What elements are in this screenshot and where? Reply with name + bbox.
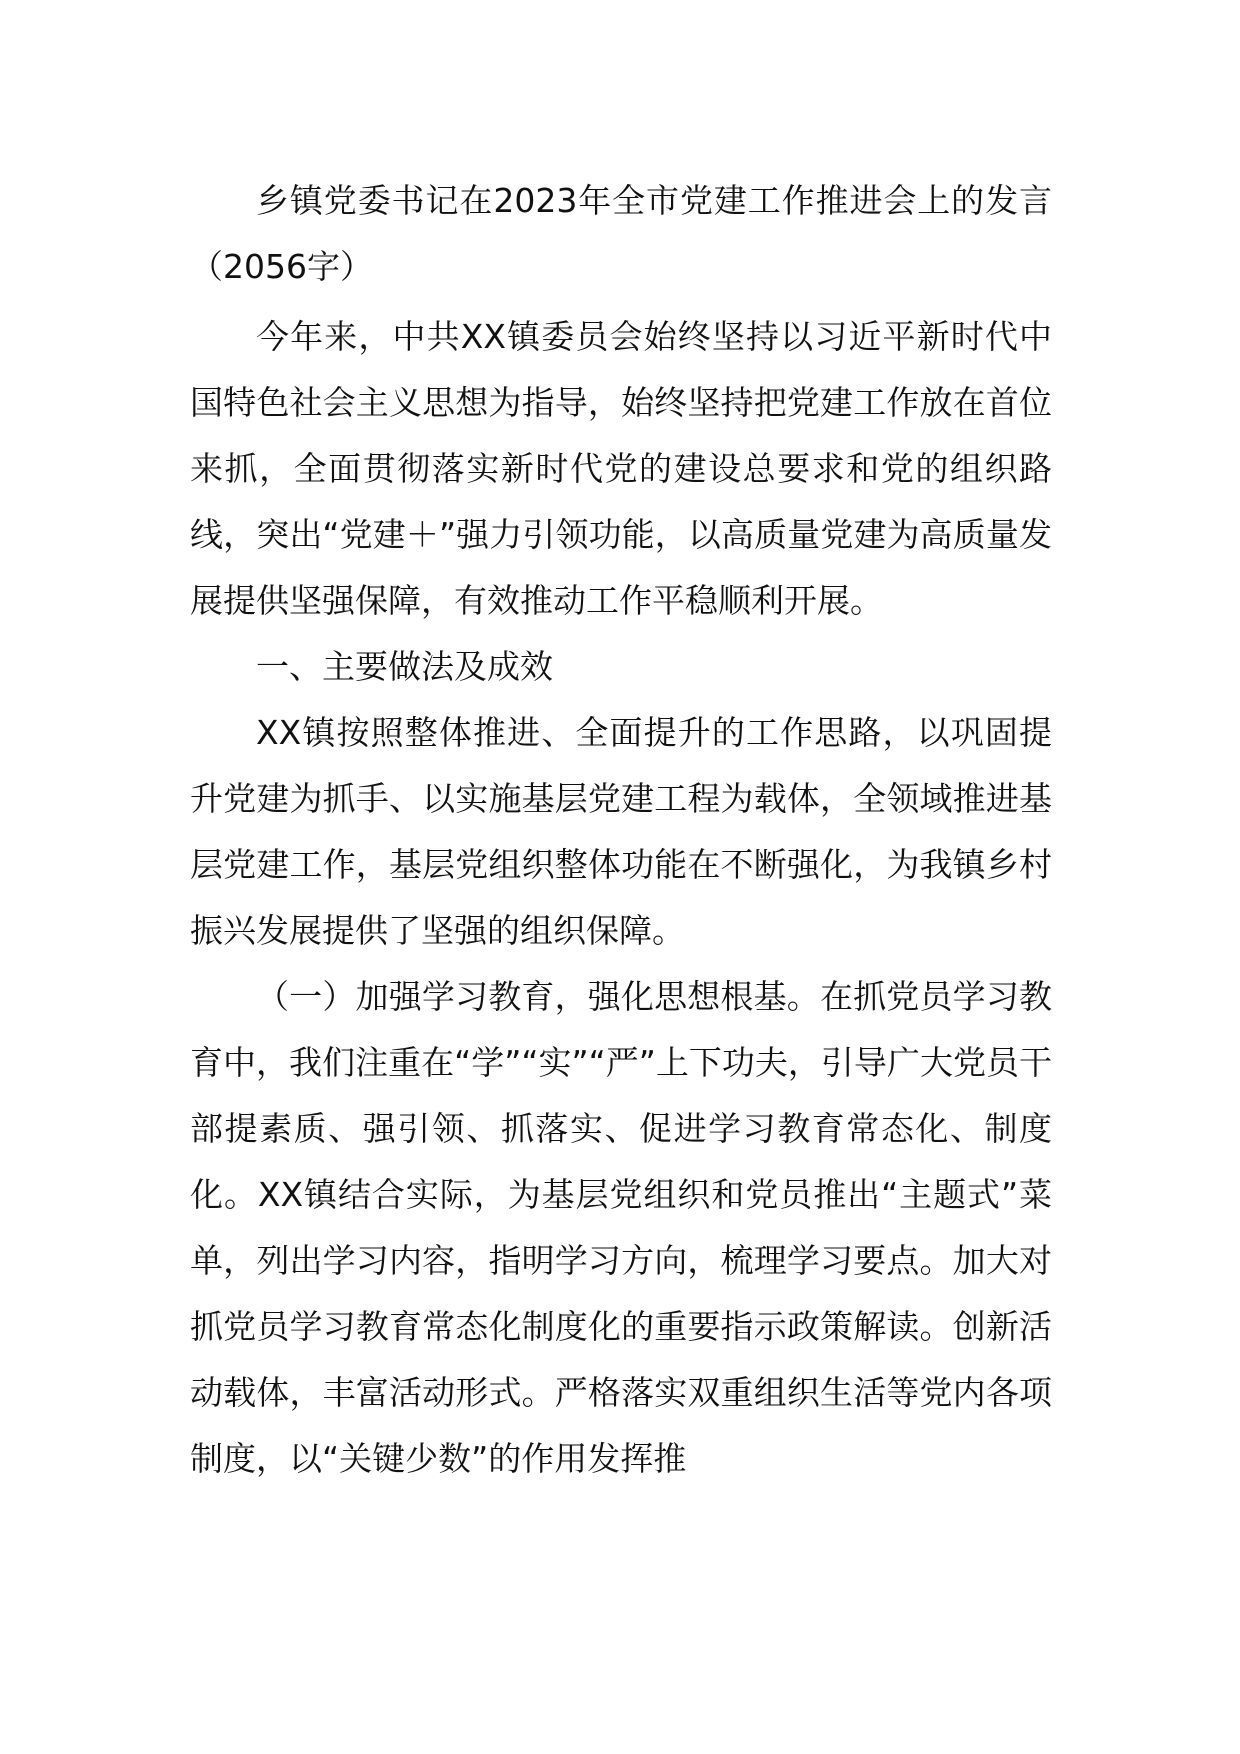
document-body [190, 168, 1052, 1492]
intro-paragraph: 今年来，中共XX镇委员会始终坚持以习近平新时代中国特色社会主义思想为指导，始终坚持把党建工作放在首位来抓，全面贯彻落实新时代党的建设总要求和党的组织路线，突出“党建＋”强力引领功能，以高质量党建为高质量发展提供坚强保障，有效推动工作平稳顺利开展。 [190, 317, 1052, 620]
section-paragraph: XX镇按照整体推进、全面提升的工作思路，以巩固提升党建为抓手、以实施基层党建工程为载体，全领域推进基层党建工作，基层党组织整体功能在不断强化，为我镇乡村振兴发展提供了坚强的组织保障。 [190, 713, 1052, 950]
document-title: 乡镇党委书记在2023年全市党建工作推进会上的发言（2056字） [190, 181, 1052, 286]
subsection-paragraph: （一）加强学习教育，强化思想根基。在抓党员学习教育中，我们注重在“学”“实”“严”上下功夫，引导广大党员干部提素质、强引领、抓落实、促进学习教育常态化、制度化。XX镇结合实际，为基层党组织和党员推出“主题式”菜单，列出学习内容，指明学习方向，梳理学习要点。加大对抓党员学习教育常态化制度化的重要指示政策解读。创新活动载体，丰富活动形式。严格落实双重组织生活等党内各项制度，以“关键少数”的作用发挥推 [190, 977, 1052, 1478]
section-heading: 一、主要做法及成效 [256, 647, 553, 686]
